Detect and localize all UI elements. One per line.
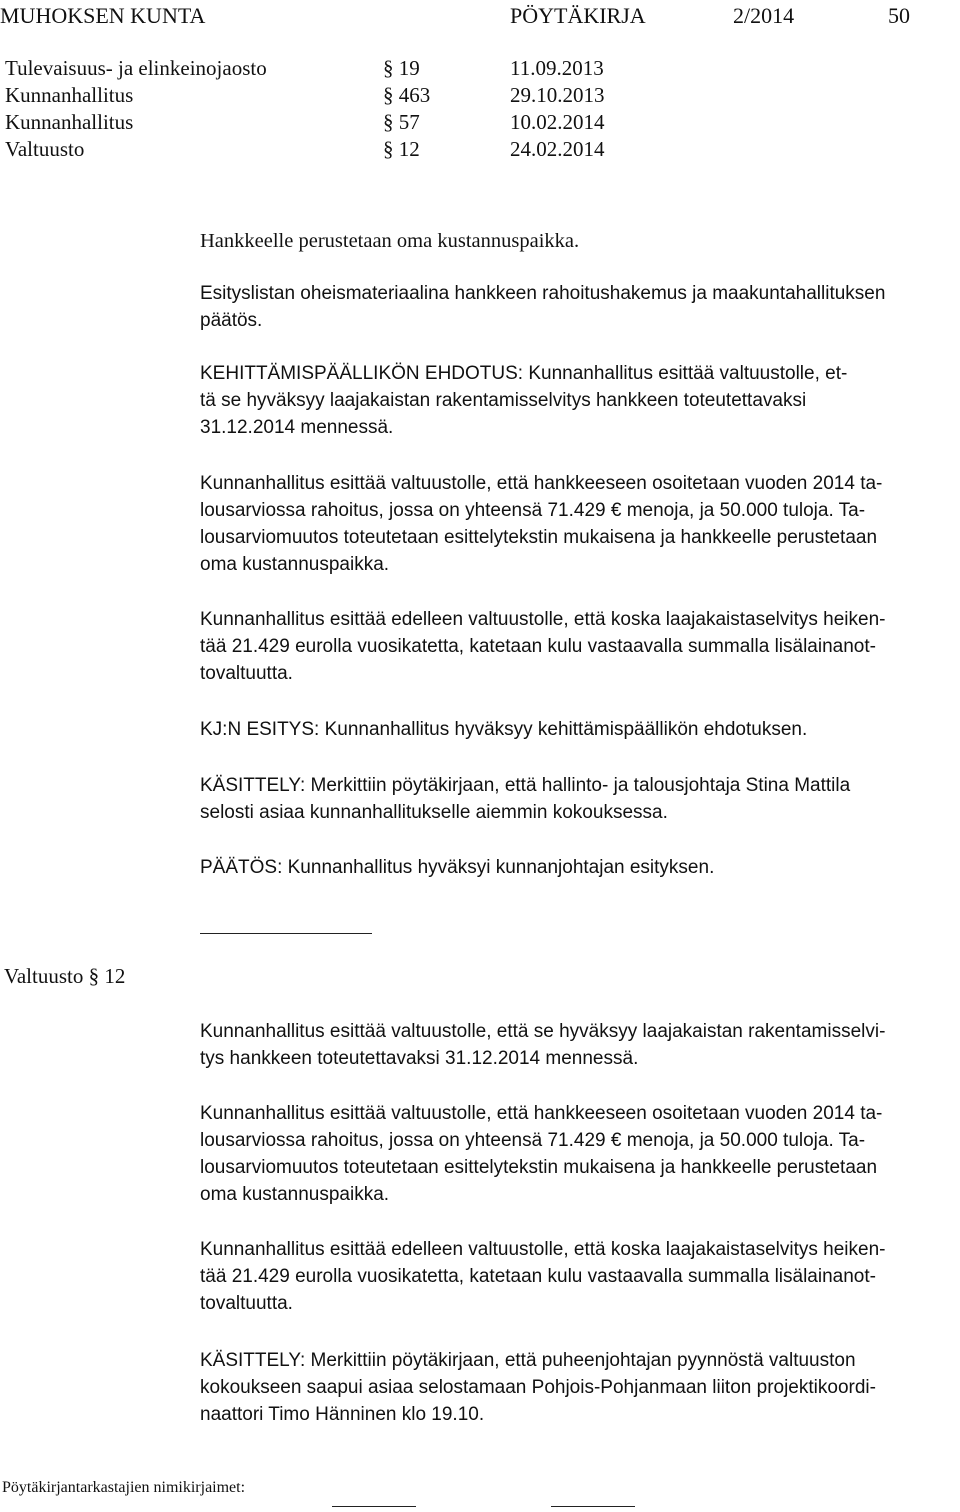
text-line: KÄSITTELY: Merkittiin pöytäkirjaan, että hallinto- ja talousjohtaja Stina Mattila [200,775,851,796]
text-line: päätös. [200,310,263,331]
paragraph-proposal [200,360,960,441]
signature-line [332,1506,416,1507]
text-line: lousarviomuutos toteutetaan esittelytekstin mukaisena ja hankkeelle perustetaan [200,527,878,548]
text-line: 31.12.2014 mennessä. [200,417,394,438]
text-line: Kunnanhallitus esittää valtuustolle, että hankkeeseen osoitetaan vuoden 2014 ta- [200,473,883,494]
paragraph-handling [200,772,960,826]
text-line: oma kustannuspaikka. [200,1184,390,1205]
text-line: KJ:N ESITYS: Kunnanhallitus hyväksyy kehittämispäällikön ehdotuksen. [200,719,808,740]
history-section: § 463 [383,83,431,107]
text-line: selosti asiaa kunnanhallitukselle aiemmin kokouksessa. [200,802,668,823]
text-line: oma kustannuspaikka. [200,554,390,575]
text-line: lousarviomuutos toteutetaan esittelytekstin mukaisena ja hankkeelle perustetaan [200,1157,878,1178]
history-section: § 57 [383,110,420,134]
paragraph-council-budget [200,1100,960,1208]
paragraph-budget [200,470,960,578]
issue-number: 2/2014 [733,3,795,28]
history-date: 11.09.2013 [510,56,604,80]
text-line: Kunnanhallitus esittää valtuustolle, että hankkeeseen osoitetaan vuoden 2014 ta- [200,1103,883,1124]
text-line: kokoukseen saapui asiaa selostamaan Pohjois-Pohjanmaan liiton projektikoordi- [200,1377,876,1398]
page-number: 50 [888,3,910,28]
text-line: naattori Timo Hänninen klo 19.10. [200,1404,485,1425]
history-body: Kunnanhallitus [5,110,134,134]
history-section: § 12 [383,137,420,161]
section-divider [200,933,372,934]
paragraph-kj-proposal [200,716,960,743]
history-body: Tulevaisuus- ja elinkeinojaosto [5,56,267,80]
text-line: KEHITTÄMISPÄÄLLIKÖN EHDOTUS: Kunnanhallitus esittää valtuustolle, et- [200,363,848,384]
signature-line [551,1506,635,1507]
text-line: Hankkeelle perustetaan oma kustannuspaikka. [200,230,580,252]
text-line: PÄÄTÖS: Kunnanhallitus hyväksyi kunnanjohtajan esityksen. [200,857,715,878]
history-body: Valtuusto [5,137,85,161]
history-date: 10.02.2014 [510,110,605,134]
history-body: Kunnanhallitus [5,83,134,107]
paragraph-loan-authority [200,606,960,687]
text-line: tys hankkeen toteutettavaksi 31.12.2014 mennessä. [200,1048,639,1069]
paragraph-decision [200,854,960,881]
text-line: tovaltuutta. [200,1293,293,1314]
text-line: Kunnanhallitus esittää edelleen valtuustolle, että koska laajakaistaselvitys heiken- [200,1239,886,1260]
signatures-label: Pöytäkirjantarkastajien nimikirjaimet: [2,1479,246,1496]
paragraph-cost-center [200,228,960,255]
history-date: 29.10.2013 [510,83,605,107]
paragraph-council-approve [200,1018,960,1072]
text-line: tää 21.429 eurolla vuosikatetta, katetaan kulu vastaavalla summalla lisälainanot- [200,636,876,657]
document-type: PÖYTÄKIRJA [510,3,646,28]
text-line: KÄSITTELY: Merkittiin pöytäkirjaan, että puheenjohtajan pyynnöstä valtuuston [200,1350,856,1371]
history-date: 24.02.2014 [510,137,605,161]
municipality-name: MUHOKSEN KUNTA [0,3,206,28]
text-line: tovaltuutta. [200,663,293,684]
council-section-label: Valtuusto § 12 [4,964,126,988]
paragraph-attachments [200,280,960,334]
history-section: § 19 [383,56,420,80]
text-line: lousarviossa rahoitus, jossa on yhteensä 71.429 € menoja, ja 50.000 tuloja. Ta- [200,1130,866,1151]
paragraph-council-loan [200,1236,960,1317]
text-line: Esityslistan oheismateriaalina hankkeen rahoitushakemus ja maakuntahallituksen [200,283,886,304]
text-line: Kunnanhallitus esittää valtuustolle, että se hyväksyy laajakaistan rakentamisselvi- [200,1021,886,1042]
text-line: lousarviossa rahoitus, jossa on yhteensä 71.429 € menoja, ja 50.000 tuloja. Ta- [200,500,866,521]
paragraph-council-handling [200,1347,960,1428]
text-line: Kunnanhallitus esittää edelleen valtuustolle, että koska laajakaistaselvitys heiken- [200,609,886,630]
text-line: tä se hyväksyy laajakaistan rakentamisselvitys hankkeen toteutettavaksi [200,390,807,411]
text-line: tää 21.429 eurolla vuosikatetta, katetaan kulu vastaavalla summalla lisälainanot- [200,1266,876,1287]
